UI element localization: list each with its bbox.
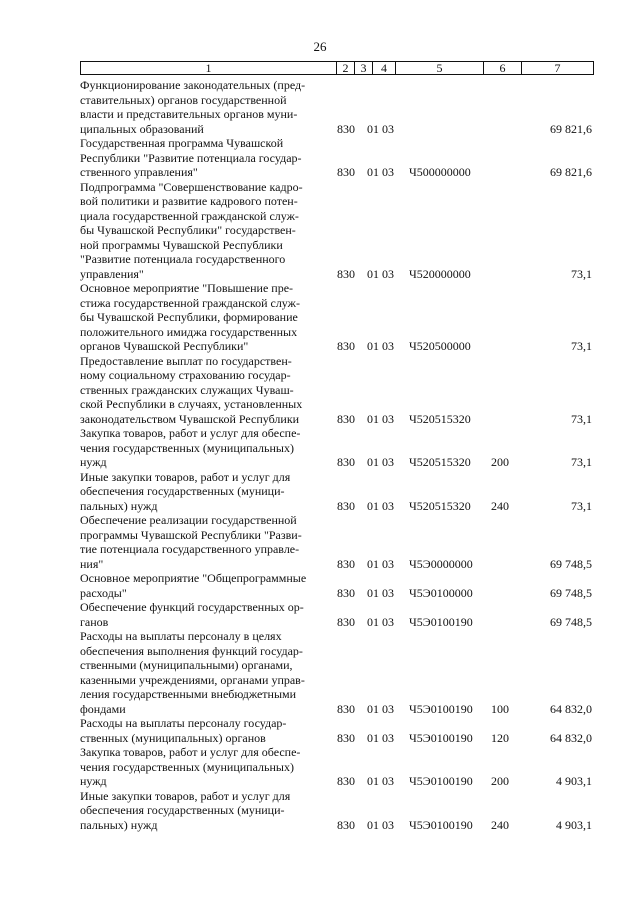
row-col-7: 4 903,1 — [556, 774, 592, 788]
row-col-3: 01 03 — [367, 121, 394, 136]
table-header — [80, 61, 594, 75]
row-col-7: 73,1 — [571, 339, 592, 353]
table-row — [80, 600, 594, 629]
row-name: Обеспечение функций государственных ор- ганов — [80, 600, 304, 629]
table-row — [80, 513, 594, 571]
page-number: 26 — [313, 39, 327, 54]
row-col-2: 830 — [337, 701, 355, 716]
row-col-2: 830 — [337, 498, 355, 513]
row-col-3: 01 03 — [367, 817, 394, 832]
row-col-5: Ч5Э0000000 — [409, 556, 473, 571]
row-name: Иные закупки товаров, работ и услуг для обеспечения государственных (муници- пальных) нужд — [80, 469, 291, 513]
row-col-2: 830 — [337, 339, 355, 353]
row-col-7: 69 821,6 — [550, 165, 592, 179]
row-name: Функционирование законодательных (пред- ставительных) органов государственной власти и представительных органов муни- ципальных образований — [80, 78, 306, 136]
row-col-6: 240 — [491, 498, 509, 513]
row-name: Основное мероприятие "Повышение пре- стижа государственной гражданской служ- бы Чувашской Республики, формирование положительного имиджа государственных органов Чувашской Республики" — [80, 281, 300, 353]
row-col-5: Ч500000000 — [409, 165, 471, 179]
row-col-7: 4 903,1 — [556, 817, 592, 832]
row-col-5: Ч520515320 — [409, 498, 471, 513]
row-col-2: 830 — [337, 411, 355, 426]
table-row — [80, 629, 594, 716]
row-col-5: Ч5Э0100190 — [409, 774, 473, 788]
row-name: Закупка товаров, работ и услуг для обеспе- чения государственных (муниципальных) нужд — [80, 426, 301, 469]
header-col-2: 2 — [337, 62, 355, 74]
row-col-3: 01 03 — [367, 411, 394, 426]
row-col-2: 830 — [337, 585, 355, 600]
table-row — [80, 354, 594, 427]
row-col-2: 830 — [337, 817, 355, 832]
table-row — [80, 426, 594, 470]
row-col-3: 01 03 — [367, 498, 394, 513]
row-col-7: 73,1 — [571, 411, 592, 426]
table-row — [80, 789, 594, 833]
row-col-6: 240 — [491, 817, 509, 832]
row-col-7: 73,1 — [571, 266, 592, 281]
budget-table-body — [80, 78, 594, 832]
table-row — [80, 716, 594, 745]
row-col-5: Ч520515320 — [409, 411, 471, 426]
row-name: Основное мероприятие "Общепрограммные расходы" — [80, 571, 307, 600]
row-name: Закупка товаров, работ и услуг для обеспе- чения государственных (муниципальных) нужд — [80, 745, 301, 788]
row-col-7: 73,1 — [571, 498, 592, 513]
row-col-7: 69 748,5 — [550, 585, 592, 600]
row-col-2: 830 — [337, 774, 355, 788]
header-col-5: 5 — [396, 62, 484, 74]
header-col-4: 4 — [373, 62, 396, 74]
row-col-3: 01 03 — [367, 585, 394, 600]
row-col-3: 01 03 — [367, 614, 394, 629]
row-col-6: 200 — [491, 455, 509, 469]
row-col-7: 64 832,0 — [550, 730, 592, 745]
row-col-5: Ч5Э0100000 — [409, 585, 473, 600]
row-name: Расходы на выплаты персоналу государ- ственных (муниципальных) органов — [80, 716, 287, 745]
row-name: Государственная программа Чувашской Республики "Развитие потенциала государ- ственного управления" — [80, 136, 302, 179]
row-col-5: Ч520515320 — [409, 455, 471, 469]
row-name: Предоставление выплат по государствен- ному социальному страхованию государ- ственных гражданских служащих Чуваш- ской Республики в случаях, установленных законодательством Чувашской Республики — [80, 353, 303, 426]
row-col-7: 64 832,0 — [550, 701, 592, 716]
row-name: Иные закупки товаров, работ и услуг для обеспечения государственных (муници- пальных) нужд — [80, 788, 291, 832]
table-row — [80, 745, 594, 789]
table-row — [80, 136, 594, 180]
row-col-3: 01 03 — [367, 556, 394, 571]
row-col-7: 73,1 — [571, 455, 592, 469]
row-col-2: 830 — [337, 121, 355, 136]
row-col-7: 69 821,6 — [550, 121, 592, 136]
row-name: Обеспечение реализации государственной программы Чувашской Республики "Разви- тие потенциала государственного управле- ния" — [80, 513, 302, 571]
row-col-5: Ч5Э0100190 — [409, 614, 473, 629]
row-col-5: Ч520000000 — [409, 266, 471, 281]
row-col-7: 69 748,5 — [550, 556, 592, 571]
row-col-3: 01 03 — [367, 266, 394, 281]
row-col-2: 830 — [337, 266, 355, 281]
row-col-3: 01 03 — [367, 339, 394, 353]
row-col-2: 830 — [337, 730, 355, 745]
row-col-3: 01 03 — [367, 701, 394, 716]
row-col-5: Ч5Э0100190 — [409, 817, 473, 832]
row-col-2: 830 — [337, 455, 355, 469]
row-col-5: Ч5Э0100190 — [409, 730, 473, 745]
row-col-5: Ч5Э0100190 — [409, 701, 473, 716]
row-col-5: Ч520500000 — [409, 339, 471, 353]
row-col-6: 200 — [491, 774, 509, 788]
header-col-6: 6 — [484, 62, 522, 74]
table-row — [80, 571, 594, 600]
table-row — [80, 78, 594, 136]
header-col-3: 3 — [355, 62, 373, 74]
row-name: Расходы на выплаты персоналу в целях обеспечения выполнения функций государ- ственными (муниципальными) органами, казенными учреждениями, органами управ- ления государственными внебюджетными фондами — [80, 629, 305, 716]
header-col-7: 7 — [554, 61, 561, 75]
row-col-7: 69 748,5 — [550, 614, 592, 629]
row-col-3: 01 03 — [367, 774, 394, 788]
table-row — [80, 180, 594, 282]
row-name: Подпрограмма "Совершенствование кадро- вой политики и развитие кадрового потен- циала государственной гражданской служ- бы Чувашской Республики" государствен- ной программы Чувашской Республики "Развитие потенциала государственного управления" — [80, 179, 303, 281]
table-row — [80, 281, 594, 354]
row-col-3: 01 03 — [367, 165, 394, 179]
header-col-1: 1 — [81, 62, 337, 74]
row-col-2: 830 — [337, 556, 355, 571]
row-col-2: 830 — [337, 165, 355, 179]
row-col-3: 01 03 — [367, 730, 394, 745]
row-col-2: 830 — [337, 614, 355, 629]
row-col-3: 01 03 — [367, 455, 394, 469]
table-row — [80, 470, 594, 514]
row-col-6: 120 — [491, 730, 509, 745]
row-col-6: 100 — [491, 701, 509, 716]
